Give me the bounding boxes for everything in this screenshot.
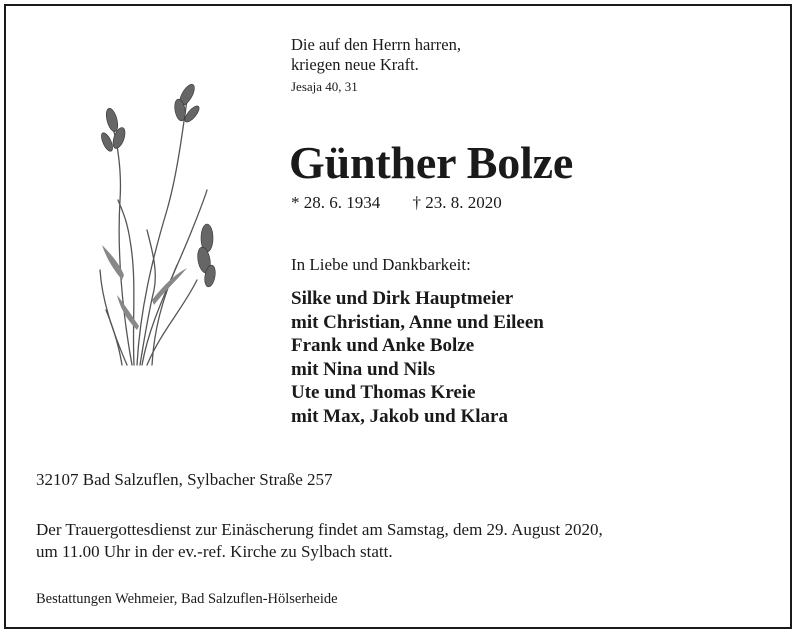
service-line: um 11.00 Uhr in der ev.-ref. Kirche zu Sylbach statt. (36, 542, 393, 561)
mourners-intro: In Liebe und Dankbarkeit: (291, 255, 471, 274)
mourner-line: mit Nina und Nils (291, 358, 436, 380)
undertaker: Bestattungen Wehmeier, Bad Salzuflen-Hölserheide (36, 591, 338, 607)
family-address: 32107 Bad Salzuflen, Sylbacher Straße 257 (36, 470, 333, 489)
mourners-list (291, 287, 544, 428)
verse-source: Jesaja 40, 31 (291, 79, 358, 94)
verse-line: kriegen neue Kraft. (291, 55, 419, 74)
service-info (36, 519, 603, 563)
deceased-name: Günther Bolze (289, 137, 574, 188)
verse-line: Die auf den Herrn harren, (291, 35, 461, 54)
bible-verse (291, 35, 461, 75)
wheat-ears-icon (92, 80, 232, 370)
mourner-line: Ute und Thomas Kreie (291, 382, 476, 403)
service-line: Der Trauergottesdienst zur Einäscherung findet am Samstag, dem 29. August 2020, (36, 520, 603, 539)
mourner-line: Silke und Dirk Hauptmeier (291, 288, 514, 309)
mourner-line: mit Christian, Anne und Eileen (291, 311, 544, 333)
death-date: † 23. 8. 2020 (412, 193, 502, 212)
mourner-line: mit Max, Jakob und Klara (291, 405, 508, 427)
mourner-line: Frank und Anke Bolze (291, 335, 475, 356)
birth-date: * 28. 6. 1934 (291, 193, 381, 212)
life-dates (291, 193, 502, 213)
